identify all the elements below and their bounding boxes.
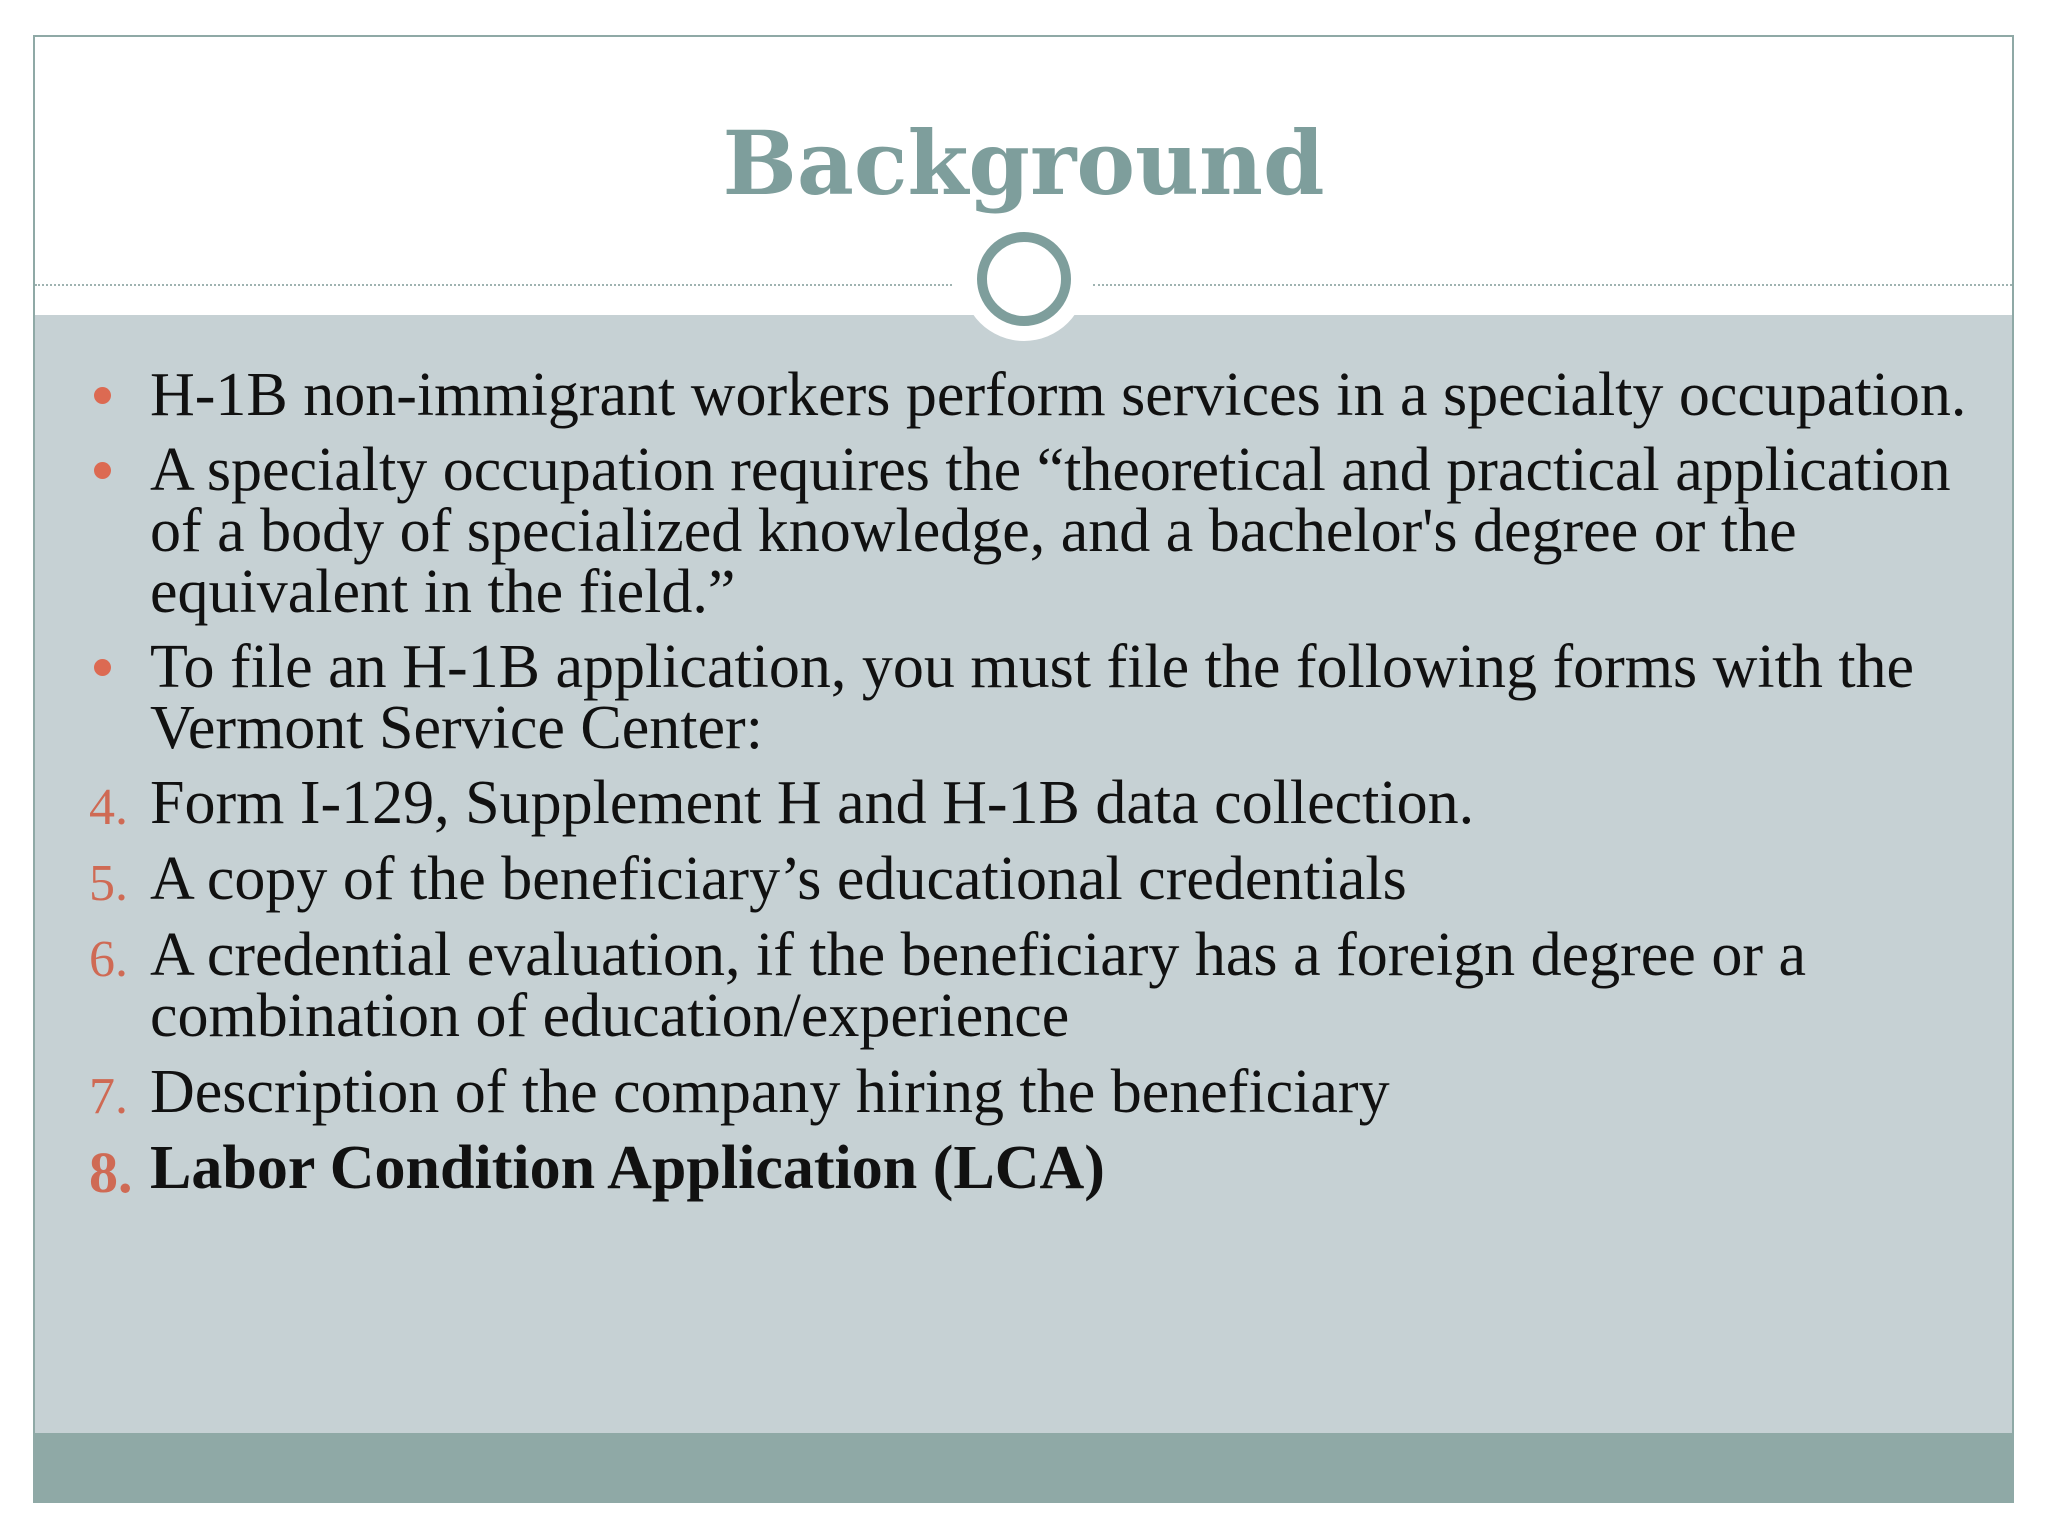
item-number: 7. [89, 1068, 128, 1125]
bullet-item [35, 436, 2012, 626]
bullet-dot-icon [94, 462, 111, 479]
numbered-item-text: Description of the company hiring the beneficiary [150, 1058, 1390, 1126]
footer-band [35, 1433, 2012, 1503]
ring-icon [977, 232, 1071, 326]
numbered-item-emphasized [35, 1134, 2012, 1205]
item-number: 5. [89, 855, 128, 912]
item-number: 4. [89, 779, 128, 836]
bullet-text: A specialty occupation requires the “theoretical and practical application of a body of specialized knowledge, and a bachelor's degree or the equivalent in the field.” [150, 436, 1951, 626]
numbered-item-text: Form I-129, Supplement H and H-1B data collection. [150, 769, 1475, 837]
bullet-text: H-1B non-immigrant workers perform services in a specialty occupation. [150, 361, 1967, 429]
item-number: 8. [89, 1140, 133, 1205]
numbered-item [35, 769, 2012, 837]
bullet-dot-icon [94, 387, 111, 404]
numbered-item-text: Labor Condition Application (LCA) [150, 1134, 1105, 1202]
item-number: 6. [89, 931, 128, 988]
numbered-item [35, 845, 2012, 913]
title-divider-right [1093, 284, 2014, 286]
numbered-item-text: A copy of the beneficiary’s educational credentials [150, 845, 1407, 913]
numbered-item [35, 1058, 2012, 1126]
slide [33, 35, 2014, 1503]
bullet-item [35, 633, 2012, 762]
bullet-list [35, 361, 2012, 1214]
bullet-item [35, 361, 2012, 429]
numbered-item [35, 921, 2012, 1050]
title-divider-left [35, 284, 952, 286]
bullet-text: To file an H-1B application, you must file the following forms with the Vermont Service Center: [150, 633, 1915, 762]
bullet-dot-icon [94, 659, 111, 676]
slide-title: Background [722, 111, 1325, 215]
numbered-item-text: A credential evaluation, if the beneficiary has a foreign degree or a combination of education/experience [150, 921, 1806, 1050]
